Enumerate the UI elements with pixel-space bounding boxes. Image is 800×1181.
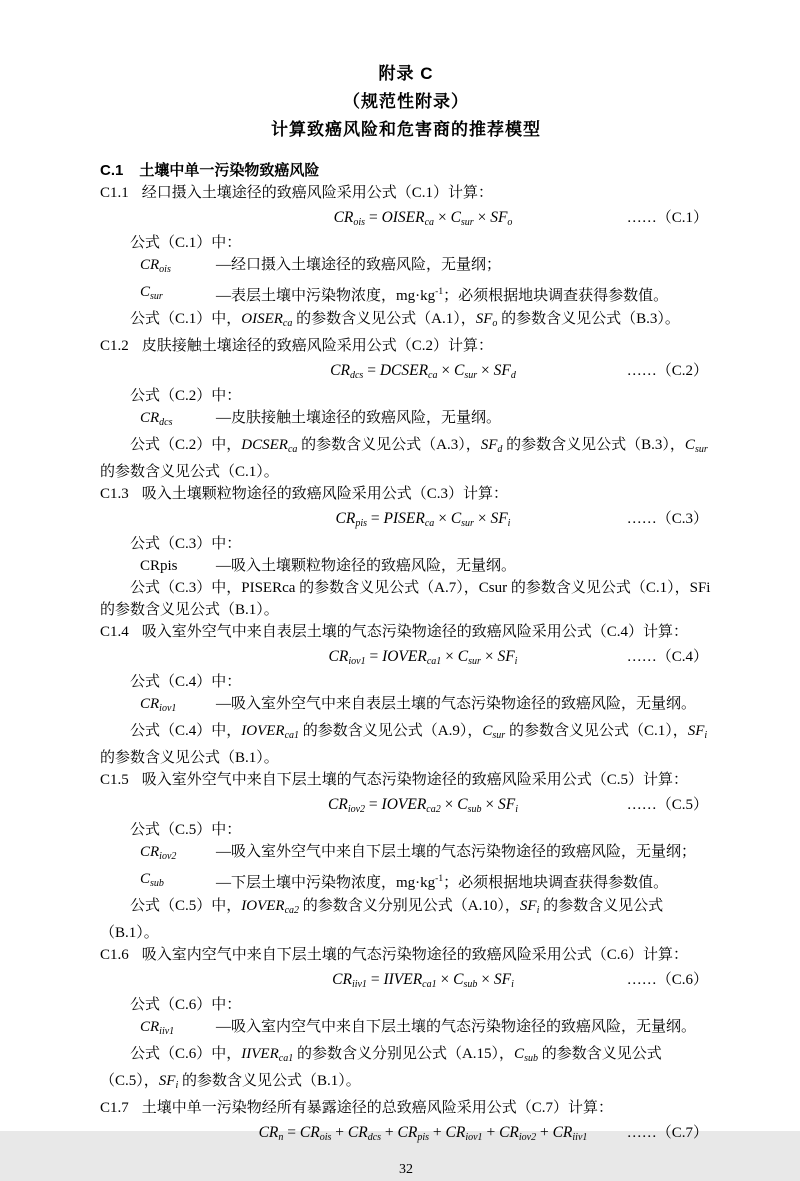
math-subscript: sur	[694, 444, 708, 455]
text-run: ；必须根据地块调查获得参数值。	[443, 288, 669, 304]
math-subscript: o	[492, 318, 498, 329]
math-subscript: iov2	[518, 1132, 537, 1143]
text-run: ×	[480, 648, 498, 665]
definition-text	[216, 868, 712, 895]
definition-text	[216, 841, 712, 868]
clause-number: C1.5	[100, 772, 129, 788]
clause-text: 皮肤接触土壤途径的致癌风险采用公式（C.2）计算：	[141, 338, 494, 354]
formula-C.5	[100, 791, 712, 819]
math-subscript: iov1	[159, 703, 177, 714]
clause-text: 土壤中单一污染物致癌风险	[139, 162, 320, 179]
definition-line	[100, 1016, 712, 1043]
math-subscript: dcs	[349, 370, 364, 381]
appendix-title: 附录 C	[378, 64, 434, 83]
text-run: 的参数含义见公式（B.1）。	[178, 1073, 361, 1089]
text-run: ×	[477, 362, 494, 379]
math-subscript: dcs	[159, 417, 173, 428]
formula-number: ……（C.2）	[626, 363, 708, 379]
clause-C1.7	[100, 1097, 712, 1119]
math-subscript: sub	[467, 804, 482, 815]
text-run: ×	[440, 796, 458, 813]
text-run: —吸入土壤颗粒物途径的致癌风险，无量纲。	[216, 558, 517, 574]
text-run: ×	[473, 209, 491, 226]
text-run: 公式（C.1）中：	[130, 235, 242, 251]
formula-equation	[296, 357, 516, 390]
text-run: =	[366, 971, 384, 988]
definition-line	[100, 281, 712, 308]
formula-number: ……（C.6）	[626, 972, 708, 988]
paragraph	[100, 1043, 712, 1097]
math-subscript: sub	[150, 878, 164, 889]
heading-C.1	[100, 160, 712, 182]
math-variable: CR	[140, 1019, 160, 1035]
math-variable: CR	[552, 1124, 573, 1141]
math-subscript: o	[507, 217, 513, 228]
math-subscript: i	[704, 730, 708, 741]
clause-number: C1.2	[100, 338, 129, 354]
math-variable: CR	[333, 209, 354, 226]
math-subscript: iov2	[347, 804, 366, 815]
math-variable: CR	[258, 1124, 279, 1141]
math-variable: IOVER	[241, 898, 285, 914]
text-run: 的参数含义见公式（B.3），	[502, 437, 685, 453]
clause-C1.4	[100, 621, 712, 643]
math-subscript: i	[175, 1080, 179, 1091]
text-run: —吸入室外空气中来自表层土壤的气态污染物途径的致癌风险，无量纲。	[216, 696, 697, 712]
math-variable: CR	[397, 1124, 418, 1141]
text-run: 的参数含义见公式（A.3），	[297, 437, 481, 453]
math-subscript: i	[511, 979, 514, 990]
text-run: 公式（C.2）中，	[130, 437, 242, 453]
formula-equation	[295, 643, 518, 676]
text-run: 公式（C.3）中：	[130, 536, 242, 552]
math-variable: C	[453, 362, 465, 379]
math-subscript: ca2	[426, 804, 441, 815]
definition-line	[100, 407, 712, 434]
math-subscript: i	[514, 656, 518, 667]
text-run: +	[331, 1124, 348, 1141]
clause-C1.1	[100, 182, 712, 204]
math-subscript: ois	[319, 1132, 332, 1143]
math-variable: CR	[332, 971, 352, 988]
math-subscript: iov1	[465, 1132, 483, 1143]
document-content	[100, 160, 712, 1147]
text-run: —皮肤接触土壤途径的致癌风险，无量纲。	[216, 410, 502, 426]
formula-equation	[225, 1119, 588, 1152]
definition-text	[216, 1016, 712, 1043]
math-subscript: pis	[355, 518, 368, 529]
definition-term	[140, 407, 216, 434]
definition-term	[140, 254, 216, 281]
math-subscript: ca	[287, 444, 298, 455]
math-subscript: sur	[464, 370, 478, 381]
math-subscript: iov2	[159, 851, 177, 862]
math-subscript: sub	[463, 979, 478, 990]
math-variable: SF	[158, 1073, 176, 1089]
definition-text	[216, 407, 712, 434]
math-variable: CR	[330, 362, 350, 379]
math-variable: IOVER	[382, 648, 427, 665]
text-run: 公式（C.4）中：	[130, 674, 242, 690]
text-run: ；必须根据地块调查获得参数值。	[443, 875, 669, 891]
definition-term	[140, 841, 216, 868]
text-run: 的参数含义见公式（A.1），	[292, 311, 476, 327]
math-subscript: d	[510, 370, 516, 381]
text-run: +	[482, 1124, 500, 1141]
math-variable: DCSER	[241, 437, 288, 453]
formula-number: ……（C.7）	[626, 1125, 708, 1141]
math-variable: C	[450, 510, 462, 527]
text-run: 公式（C.4）中，	[130, 723, 242, 739]
math-subscript: pis	[417, 1132, 430, 1143]
text-run: 的参数含义见公式（B.3）。	[497, 311, 680, 327]
text-run: —吸入室内空气中来自下层土壤的气态污染物途径的致癌风险，无量纲。	[216, 1019, 697, 1035]
text-run: +	[429, 1124, 446, 1141]
clause-number: C1.1	[100, 185, 129, 201]
text-run: 的参数含义见公式（C.1），	[505, 723, 688, 739]
math-variable: OISER	[241, 311, 283, 327]
math-variable: C	[457, 796, 468, 813]
clause-number: C1.4	[100, 624, 129, 640]
formula-C.1	[100, 204, 712, 232]
formula-number: ……（C.3）	[626, 511, 708, 527]
text-run: ×	[434, 510, 451, 527]
math-variable: SF	[519, 898, 537, 914]
text-run: —经口摄入土壤途径的致癌风险，无量纲；	[216, 257, 502, 273]
text-run: 公式（C.2）中：	[130, 388, 242, 404]
clause-number: C1.7	[100, 1100, 129, 1116]
math-variable: SF	[498, 796, 516, 813]
math-variable: SF	[475, 311, 493, 327]
math-subscript: ca1	[284, 730, 300, 741]
text-run: 的参数含义见公式（A.9），	[299, 723, 483, 739]
clause-text: 吸入室内空气中来自下层土壤的气态污染物途径的致癌风险采用公式（C.6）计算：	[141, 947, 689, 963]
text-run: ×	[434, 209, 451, 226]
paragraph	[100, 720, 712, 769]
text-run: 的参数含义见公式（C.5），	[100, 1046, 662, 1089]
math-subscript: sur	[150, 291, 163, 302]
text-run: —吸入室外空气中来自下层土壤的气态污染物途径的致癌风险，无量纲；	[216, 844, 697, 860]
math-subscript: ca1	[422, 979, 437, 990]
math-subscript: ca1	[278, 1053, 294, 1064]
text-run: ×	[481, 796, 498, 813]
definition-term	[140, 281, 216, 308]
math-variable: C	[453, 971, 464, 988]
clause-number: C1.6	[100, 947, 129, 963]
math-variable: CR	[328, 648, 349, 665]
math-subscript: i	[536, 905, 540, 916]
text-run: 的参数含义见公式（B.1）。	[100, 898, 664, 941]
page-number: 32	[399, 1162, 413, 1177]
clause-number: C.1	[100, 162, 124, 179]
text-run: 的参数含义见公式（B.1）。	[100, 750, 279, 766]
math-subscript: dcs	[367, 1132, 382, 1143]
formula-number: ……（C.5）	[626, 797, 708, 813]
math-variable: SF	[490, 510, 508, 527]
math-variable: DCSER	[379, 362, 429, 379]
clause-C1.6	[100, 944, 712, 966]
math-variable: IOVER	[241, 723, 285, 739]
math-variable: C	[684, 437, 695, 453]
clause-number: C1.3	[100, 486, 129, 502]
definition-text	[216, 693, 712, 720]
formula-C.2	[100, 357, 712, 385]
text-run: =	[283, 1124, 300, 1141]
math-variable: SF	[493, 362, 511, 379]
math-variable: CR	[299, 1124, 320, 1141]
definition-term	[140, 693, 216, 720]
math-subscript: ois	[353, 217, 366, 228]
paragraph	[100, 577, 712, 621]
text-run: —表层土壤中污染物浓度，mg·kg	[216, 288, 436, 304]
formula-number: ……（C.1）	[626, 210, 708, 226]
definition-text	[216, 254, 712, 281]
clause-text: 吸入土壤颗粒物途径的致癌风险采用公式（C.3）计算：	[141, 486, 509, 502]
math-subscript: ca	[424, 518, 435, 529]
appendix-heading: 计算致癌风险和危害商的推荐模型	[271, 120, 541, 139]
math-subscript: sur	[461, 518, 474, 529]
math-subscript: ois	[159, 264, 171, 275]
paragraph	[100, 895, 712, 944]
definition-line	[100, 868, 712, 895]
clause-C1.5	[100, 769, 712, 791]
appendix-subtitle: （规范性附录）	[343, 92, 469, 111]
text-run: 公式（C.6）中：	[130, 997, 242, 1013]
text-run: +	[381, 1124, 398, 1141]
text-run: =	[363, 362, 380, 379]
math-variable: CR	[335, 510, 356, 527]
math-variable: CR	[328, 796, 348, 813]
text-run: 公式（C.6）中，	[130, 1046, 242, 1062]
definition-line	[100, 693, 712, 720]
math-subscript: i	[507, 518, 511, 529]
formula-equation	[298, 966, 514, 999]
math-subscript: ca	[424, 217, 435, 228]
math-variable: C	[140, 871, 151, 887]
formula-equation	[302, 505, 511, 538]
math-subscript: ca2	[284, 905, 300, 916]
clause-text: 土壤中单一污染物经所有暴露途径的总致癌风险采用公式（C.7）计算：	[141, 1100, 614, 1116]
definition-term	[140, 1016, 216, 1043]
formula-equation	[294, 791, 518, 824]
definition-line	[100, 254, 712, 281]
formula-C.4	[100, 643, 712, 671]
formula-C.6	[100, 966, 712, 994]
math-subscript: iov1	[348, 656, 366, 667]
math-variable: SF	[497, 648, 515, 665]
math-subscript: i	[515, 804, 518, 815]
text-run: CRpis	[140, 558, 178, 574]
math-variable: IIVER	[383, 971, 423, 988]
math-subscript: sur	[468, 656, 481, 667]
definition-text	[216, 281, 712, 308]
clause-C1.3	[100, 483, 712, 505]
text-run: ×	[473, 510, 491, 527]
text-run: 的参数含义分别见公式（A.15），	[293, 1046, 515, 1062]
formula-C.3	[100, 505, 712, 533]
math-variable: CR	[140, 257, 160, 273]
math-subscript: ca	[428, 370, 438, 381]
text-run: ×	[436, 971, 454, 988]
text-run: 公式（C.5）中：	[130, 822, 242, 838]
text-run: =	[365, 209, 382, 226]
text-run: 的参数含义见公式（C.1）。	[100, 464, 279, 480]
math-variable: SF	[493, 971, 512, 988]
formula-number: ……（C.4）	[626, 649, 708, 665]
definition-line	[100, 555, 712, 577]
clause-C1.2	[100, 335, 712, 357]
math-subscript: iiv1	[351, 979, 367, 990]
math-variable: C	[450, 209, 461, 226]
math-variable: C	[140, 284, 151, 300]
clause-text: 经口摄入土壤途径的致癌风险采用公式（C.1）计算：	[141, 185, 494, 201]
text-run: —下层土壤中污染物浓度，mg·kg	[216, 875, 436, 891]
definition-term	[140, 868, 216, 895]
math-variable: C	[514, 1046, 525, 1062]
math-variable: SF	[687, 723, 705, 739]
appendix-title-block	[100, 60, 712, 144]
text-run: ×	[477, 971, 494, 988]
formula-C.7	[100, 1119, 712, 1147]
math-variable: C	[457, 648, 469, 665]
clause-text: 吸入室外空气中来自表层土壤的气态污染物途径的致癌风险采用公式（C.4）计算：	[141, 624, 689, 640]
formula-equation	[300, 204, 513, 237]
math-subscript: sur	[460, 217, 474, 228]
math-variable: CR	[499, 1124, 519, 1141]
math-subscript: ca	[282, 318, 293, 329]
definition-term	[140, 555, 216, 577]
text-run: =	[365, 796, 382, 813]
definition-line	[100, 841, 712, 868]
math-variable: C	[482, 723, 493, 739]
math-variable: CR	[347, 1124, 368, 1141]
math-variable: SF	[490, 209, 508, 226]
math-variable: OISER	[381, 209, 425, 226]
math-variable: SF	[480, 437, 498, 453]
clause-text: 吸入室外空气中来自下层土壤的气态污染物途径的致癌风险采用公式（C.5）计算：	[141, 772, 689, 788]
text-run: 的参数含义分别见公式（A.10），	[299, 898, 520, 914]
math-variable: CR	[445, 1124, 466, 1141]
text-run: 公式（C.5）中，	[130, 898, 242, 914]
definition-text	[216, 555, 712, 577]
math-variable: CR	[140, 410, 160, 426]
text-run: +	[536, 1124, 553, 1141]
paragraph	[100, 434, 712, 483]
math-variable: CR	[140, 844, 160, 860]
math-subscript: n	[278, 1132, 284, 1143]
math-subscript: sub	[524, 1053, 538, 1064]
text-run: =	[365, 648, 383, 665]
text-run: =	[367, 510, 384, 527]
math-superscript: -1	[435, 287, 444, 297]
math-superscript: -1	[435, 874, 444, 884]
document-body	[100, 60, 712, 1181]
math-subscript: iiv1	[572, 1132, 588, 1143]
math-variable: PISER	[383, 510, 425, 527]
math-variable: CR	[140, 696, 160, 712]
text-run: ×	[437, 362, 454, 379]
math-subscript: iiv1	[159, 1026, 175, 1037]
math-subscript: sur	[492, 730, 506, 741]
paragraph	[100, 308, 712, 335]
math-variable: IOVER	[381, 796, 427, 813]
text-run: ×	[441, 648, 458, 665]
math-subscript: ca1	[426, 656, 442, 667]
math-subscript: d	[497, 444, 503, 455]
math-variable: IIVER	[241, 1046, 279, 1062]
text-run: 公式（C.1）中，	[130, 311, 242, 327]
text-run: 公式（C.3）中，PISERca 的参数含义见公式（A.7），Csur 的参数含义见公式（C.1），SFi 的参数含义见公式（B.1）。	[100, 580, 711, 618]
